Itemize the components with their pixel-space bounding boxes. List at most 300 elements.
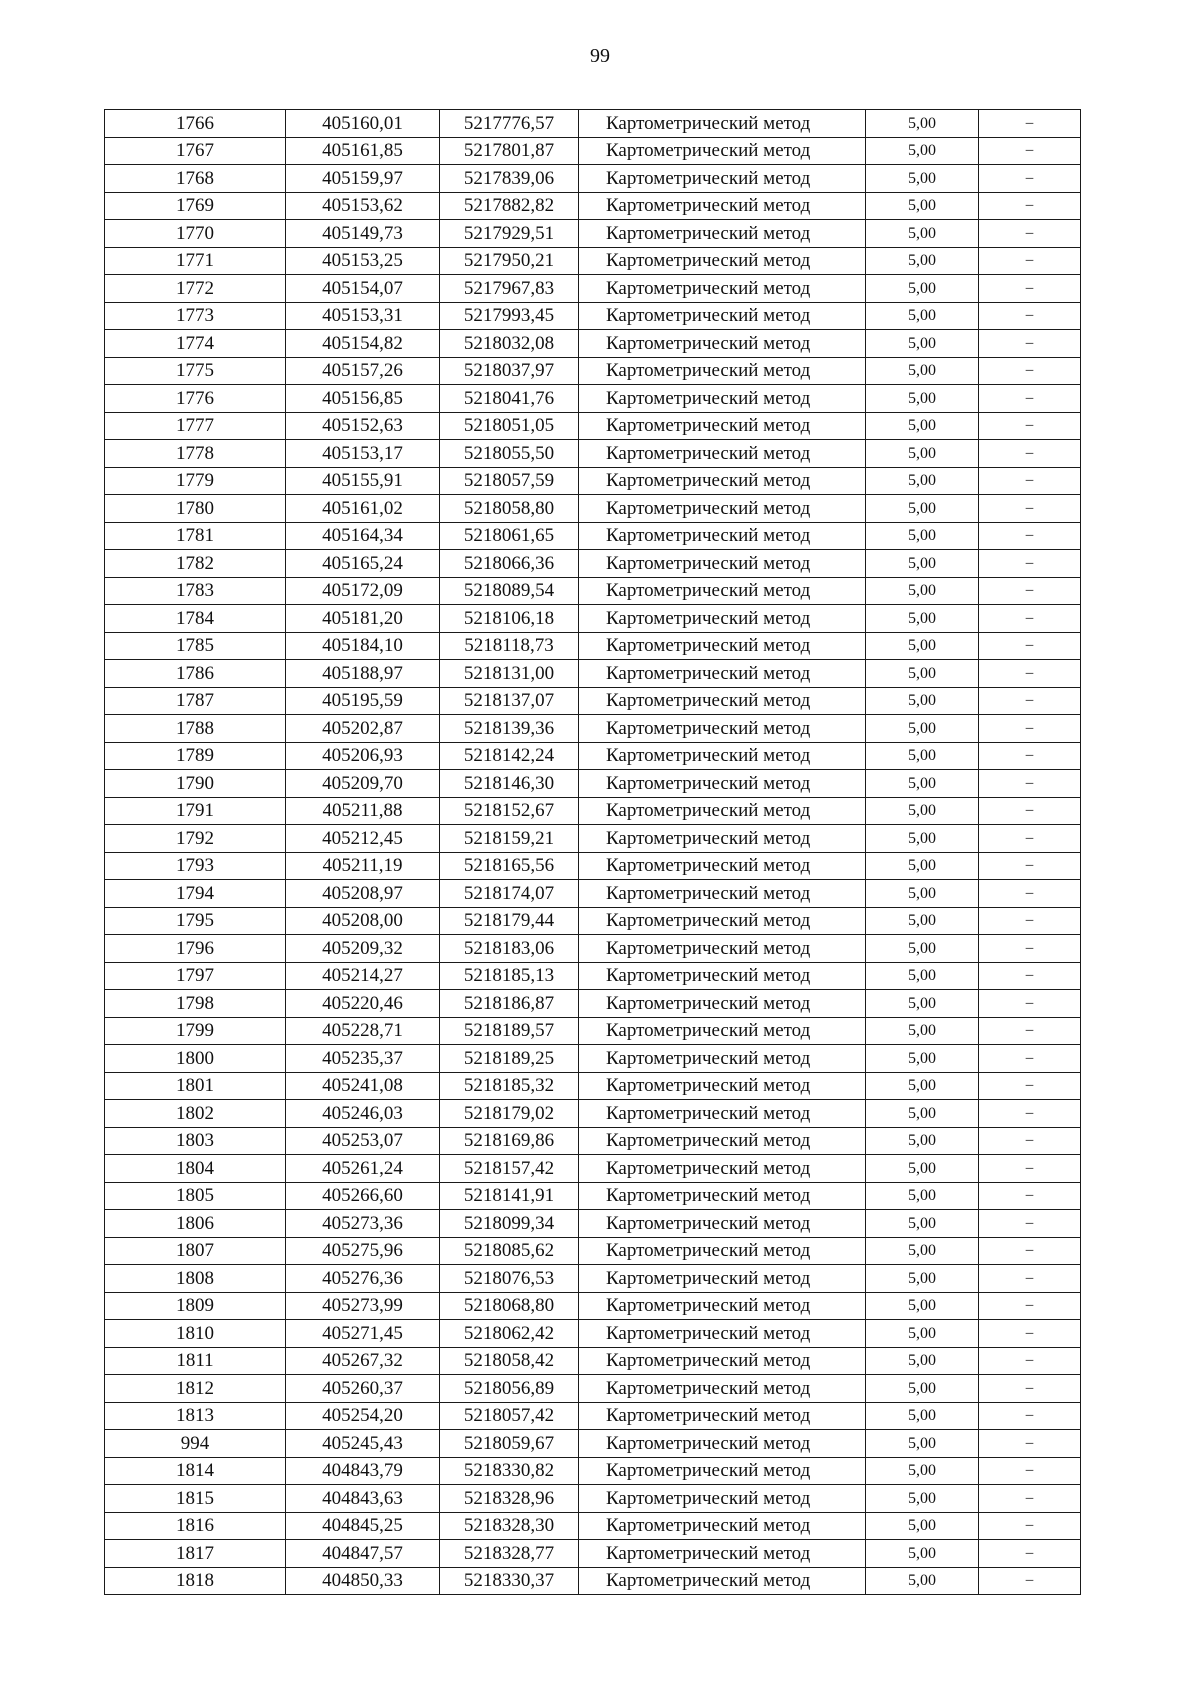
note-cell: – [979,577,1081,605]
table-row [105,1430,1081,1458]
table-row [105,797,1081,825]
table-row [105,990,1081,1018]
point-number-cell: 1781 [105,522,286,550]
accuracy-cell: 5,00 [866,1567,979,1595]
table-row [105,852,1081,880]
method-cell: Картометрический метод [579,137,866,165]
table-row [105,440,1081,468]
accuracy-cell: 5,00 [866,110,979,138]
point-number-cell: 1806 [105,1210,286,1238]
y-coordinate-cell: 5218056,89 [440,1375,579,1403]
table-row [105,660,1081,688]
y-coordinate-cell: 5218057,42 [440,1402,579,1430]
accuracy-cell: 5,00 [866,880,979,908]
note-cell: – [979,1375,1081,1403]
point-number-cell: 1777 [105,412,286,440]
x-coordinate-cell: 404850,33 [286,1567,440,1595]
method-cell: Картометрический метод [579,742,866,770]
point-number-cell: 1780 [105,495,286,523]
x-coordinate-cell: 405206,93 [286,742,440,770]
table-row [105,330,1081,358]
table-row [105,605,1081,633]
table-row [105,1567,1081,1595]
table-row [105,742,1081,770]
accuracy-cell: 5,00 [866,1485,979,1513]
y-coordinate-cell: 5218185,32 [440,1072,579,1100]
point-number-cell: 1818 [105,1567,286,1595]
accuracy-cell: 5,00 [866,1292,979,1320]
note-cell: – [979,852,1081,880]
table-row [105,385,1081,413]
method-cell: Картометрический метод [579,1320,866,1348]
note-cell: – [979,632,1081,660]
y-coordinate-cell: 5217776,57 [440,110,579,138]
note-cell: – [979,770,1081,798]
table-row [105,247,1081,275]
point-number-cell: 1813 [105,1402,286,1430]
accuracy-cell: 5,00 [866,797,979,825]
table-row [105,1457,1081,1485]
accuracy-cell: 5,00 [866,495,979,523]
point-number-cell: 1802 [105,1100,286,1128]
x-coordinate-cell: 405266,60 [286,1182,440,1210]
y-coordinate-cell: 5218032,08 [440,330,579,358]
note-cell: – [979,495,1081,523]
point-number-cell: 1812 [105,1375,286,1403]
accuracy-cell: 5,00 [866,1127,979,1155]
y-coordinate-cell: 5218142,24 [440,742,579,770]
y-coordinate-cell: 5217801,87 [440,137,579,165]
method-cell: Картометрический метод [579,687,866,715]
point-number-cell: 1767 [105,137,286,165]
x-coordinate-cell: 405161,85 [286,137,440,165]
method-cell: Картометрический метод [579,1567,866,1595]
accuracy-cell: 5,00 [866,1375,979,1403]
method-cell: Картометрический метод [579,715,866,743]
accuracy-cell: 5,00 [866,770,979,798]
x-coordinate-cell: 405271,45 [286,1320,440,1348]
note-cell: – [979,907,1081,935]
x-coordinate-cell: 405246,03 [286,1100,440,1128]
y-coordinate-cell: 5218174,07 [440,880,579,908]
y-coordinate-cell: 5218330,82 [440,1457,579,1485]
note-cell: – [979,687,1081,715]
point-number-cell: 1772 [105,275,286,303]
method-cell: Картометрический метод [579,935,866,963]
x-coordinate-cell: 405209,32 [286,935,440,963]
accuracy-cell: 5,00 [866,687,979,715]
note-cell: – [979,550,1081,578]
table-row [105,962,1081,990]
point-number-cell: 1792 [105,825,286,853]
method-cell: Картометрический метод [579,825,866,853]
point-number-cell: 1791 [105,797,286,825]
note-cell: – [979,880,1081,908]
accuracy-cell: 5,00 [866,990,979,1018]
point-number-cell: 1774 [105,330,286,358]
y-coordinate-cell: 5218055,50 [440,440,579,468]
x-coordinate-cell: 405153,25 [286,247,440,275]
method-cell: Картометрический метод [579,247,866,275]
note-cell: – [979,110,1081,138]
x-coordinate-cell: 405159,97 [286,165,440,193]
note-cell: – [979,1017,1081,1045]
method-cell: Картометрический метод [579,1375,866,1403]
table-row [105,1540,1081,1568]
point-number-cell: 1807 [105,1237,286,1265]
table-row [105,275,1081,303]
table-row [105,165,1081,193]
y-coordinate-cell: 5218328,30 [440,1512,579,1540]
note-cell: – [979,1292,1081,1320]
point-number-cell: 1809 [105,1292,286,1320]
x-coordinate-cell: 405157,26 [286,357,440,385]
table-row [105,550,1081,578]
y-coordinate-cell: 5218059,67 [440,1430,579,1458]
note-cell: – [979,1320,1081,1348]
y-coordinate-cell: 5218066,36 [440,550,579,578]
accuracy-cell: 5,00 [866,1100,979,1128]
method-cell: Картометрический метод [579,1540,866,1568]
point-number-cell: 1794 [105,880,286,908]
method-cell: Картометрический метод [579,357,866,385]
y-coordinate-cell: 5218183,06 [440,935,579,963]
point-number-cell: 1790 [105,770,286,798]
accuracy-cell: 5,00 [866,825,979,853]
y-coordinate-cell: 5218152,67 [440,797,579,825]
note-cell: – [979,1100,1081,1128]
x-coordinate-cell: 405153,62 [286,192,440,220]
note-cell: – [979,962,1081,990]
y-coordinate-cell: 5218139,36 [440,715,579,743]
method-cell: Картометрический метод [579,1402,866,1430]
point-number-cell: 1768 [105,165,286,193]
method-cell: Картометрический метод [579,1347,866,1375]
y-coordinate-cell: 5217929,51 [440,220,579,248]
point-number-cell: 1798 [105,990,286,1018]
table-row [105,1375,1081,1403]
accuracy-cell: 5,00 [866,605,979,633]
table-row [105,880,1081,908]
point-number-cell: 1784 [105,605,286,633]
note-cell: – [979,1265,1081,1293]
method-cell: Картометрический метод [579,797,866,825]
method-cell: Картометрический метод [579,852,866,880]
note-cell: – [979,1182,1081,1210]
method-cell: Картометрический метод [579,1430,866,1458]
accuracy-cell: 5,00 [866,1265,979,1293]
method-cell: Картометрический метод [579,440,866,468]
note-cell: – [979,1210,1081,1238]
x-coordinate-cell: 405245,43 [286,1430,440,1458]
accuracy-cell: 5,00 [866,660,979,688]
table-row [105,1512,1081,1540]
note-cell: – [979,275,1081,303]
table-row [105,1017,1081,1045]
x-coordinate-cell: 405275,96 [286,1237,440,1265]
x-coordinate-cell: 405202,87 [286,715,440,743]
point-number-cell: 1816 [105,1512,286,1540]
note-cell: – [979,715,1081,743]
accuracy-cell: 5,00 [866,1320,979,1348]
y-coordinate-cell: 5218179,02 [440,1100,579,1128]
x-coordinate-cell: 405211,19 [286,852,440,880]
y-coordinate-cell: 5218189,57 [440,1017,579,1045]
x-coordinate-cell: 405155,91 [286,467,440,495]
point-number-cell: 1776 [105,385,286,413]
note-cell: – [979,1540,1081,1568]
note-cell: – [979,742,1081,770]
accuracy-cell: 5,00 [866,742,979,770]
table-row [105,412,1081,440]
table-row [105,1210,1081,1238]
point-number-cell: 1808 [105,1265,286,1293]
point-number-cell: 1800 [105,1045,286,1073]
point-number-cell: 1805 [105,1182,286,1210]
table-row [105,137,1081,165]
accuracy-cell: 5,00 [866,275,979,303]
method-cell: Картометрический метод [579,385,866,413]
accuracy-cell: 5,00 [866,1017,979,1045]
method-cell: Картометрический метод [579,1182,866,1210]
y-coordinate-cell: 5218328,96 [440,1485,579,1513]
accuracy-cell: 5,00 [866,165,979,193]
note-cell: – [979,1457,1081,1485]
table-row [105,357,1081,385]
accuracy-cell: 5,00 [866,467,979,495]
x-coordinate-cell: 405214,27 [286,962,440,990]
point-number-cell: 1785 [105,632,286,660]
table-body [105,110,1081,1595]
accuracy-cell: 5,00 [866,1540,979,1568]
note-cell: – [979,302,1081,330]
accuracy-cell: 5,00 [866,1430,979,1458]
method-cell: Картометрический метод [579,880,866,908]
point-number-cell: 1804 [105,1155,286,1183]
accuracy-cell: 5,00 [866,550,979,578]
y-coordinate-cell: 5217993,45 [440,302,579,330]
table-row [105,907,1081,935]
point-number-cell: 1815 [105,1485,286,1513]
method-cell: Картометрический метод [579,1265,866,1293]
table-row [105,770,1081,798]
method-cell: Картометрический метод [579,770,866,798]
x-coordinate-cell: 405235,37 [286,1045,440,1073]
method-cell: Картометрический метод [579,1017,866,1045]
point-number-cell: 1811 [105,1347,286,1375]
y-coordinate-cell: 5217950,21 [440,247,579,275]
point-number-cell: 1782 [105,550,286,578]
x-coordinate-cell: 405267,32 [286,1347,440,1375]
coordinates-table [104,109,1081,1595]
method-cell: Картометрический метод [579,1072,866,1100]
accuracy-cell: 5,00 [866,1457,979,1485]
x-coordinate-cell: 405260,37 [286,1375,440,1403]
note-cell: – [979,1485,1081,1513]
y-coordinate-cell: 5218057,59 [440,467,579,495]
point-number-cell: 1810 [105,1320,286,1348]
y-coordinate-cell: 5218037,97 [440,357,579,385]
method-cell: Картометрический метод [579,1100,866,1128]
point-number-cell: 1771 [105,247,286,275]
y-coordinate-cell: 5218068,80 [440,1292,579,1320]
note-cell: – [979,522,1081,550]
x-coordinate-cell: 405212,45 [286,825,440,853]
x-coordinate-cell: 405273,36 [286,1210,440,1238]
accuracy-cell: 5,00 [866,522,979,550]
y-coordinate-cell: 5218106,18 [440,605,579,633]
accuracy-cell: 5,00 [866,440,979,468]
accuracy-cell: 5,00 [866,1045,979,1073]
method-cell: Картометрический метод [579,1155,866,1183]
note-cell: – [979,797,1081,825]
note-cell: – [979,165,1081,193]
x-coordinate-cell: 405153,17 [286,440,440,468]
x-coordinate-cell: 405208,00 [286,907,440,935]
table-row [105,522,1081,550]
point-number-cell: 1783 [105,577,286,605]
y-coordinate-cell: 5217882,82 [440,192,579,220]
point-number-cell: 1796 [105,935,286,963]
x-coordinate-cell: 405154,07 [286,275,440,303]
y-coordinate-cell: 5218061,65 [440,522,579,550]
table-row [105,1182,1081,1210]
x-coordinate-cell: 405172,09 [286,577,440,605]
y-coordinate-cell: 5218330,37 [440,1567,579,1595]
accuracy-cell: 5,00 [866,302,979,330]
point-number-cell: 1817 [105,1540,286,1568]
note-cell: – [979,605,1081,633]
point-number-cell: 1773 [105,302,286,330]
x-coordinate-cell: 405153,31 [286,302,440,330]
y-coordinate-cell: 5218131,00 [440,660,579,688]
point-number-cell: 1801 [105,1072,286,1100]
accuracy-cell: 5,00 [866,715,979,743]
x-coordinate-cell: 405209,70 [286,770,440,798]
point-number-cell: 1786 [105,660,286,688]
x-coordinate-cell: 404843,79 [286,1457,440,1485]
x-coordinate-cell: 404845,25 [286,1512,440,1540]
accuracy-cell: 5,00 [866,1512,979,1540]
method-cell: Картометрический метод [579,412,866,440]
x-coordinate-cell: 405165,24 [286,550,440,578]
note-cell: – [979,412,1081,440]
y-coordinate-cell: 5218185,13 [440,962,579,990]
note-cell: – [979,330,1081,358]
accuracy-cell: 5,00 [866,192,979,220]
accuracy-cell: 5,00 [866,577,979,605]
table-row [105,495,1081,523]
note-cell: – [979,467,1081,495]
note-cell: – [979,137,1081,165]
note-cell: – [979,357,1081,385]
accuracy-cell: 5,00 [866,330,979,358]
note-cell: – [979,192,1081,220]
method-cell: Картометрический метод [579,550,866,578]
method-cell: Картометрический метод [579,192,866,220]
accuracy-cell: 5,00 [866,137,979,165]
method-cell: Картометрический метод [579,1512,866,1540]
note-cell: – [979,385,1081,413]
note-cell: – [979,1072,1081,1100]
x-coordinate-cell: 405220,46 [286,990,440,1018]
method-cell: Картометрический метод [579,330,866,358]
point-number-cell: 1793 [105,852,286,880]
note-cell: – [979,1347,1081,1375]
table-row [105,467,1081,495]
y-coordinate-cell: 5218099,34 [440,1210,579,1238]
y-coordinate-cell: 5218186,87 [440,990,579,1018]
point-number-cell: 1769 [105,192,286,220]
method-cell: Картометрический метод [579,110,866,138]
method-cell: Картометрический метод [579,907,866,935]
table-row [105,1237,1081,1265]
table-row [105,687,1081,715]
x-coordinate-cell: 405160,01 [286,110,440,138]
x-coordinate-cell: 405149,73 [286,220,440,248]
accuracy-cell: 5,00 [866,247,979,275]
y-coordinate-cell: 5218141,91 [440,1182,579,1210]
table-row [105,302,1081,330]
point-number-cell: 1770 [105,220,286,248]
method-cell: Картометрический метод [579,220,866,248]
method-cell: Картометрический метод [579,632,866,660]
point-number-cell: 1775 [105,357,286,385]
table-row [105,1265,1081,1293]
table-row [105,577,1081,605]
point-number-cell: 1778 [105,440,286,468]
point-number-cell: 1797 [105,962,286,990]
y-coordinate-cell: 5218137,07 [440,687,579,715]
accuracy-cell: 5,00 [866,385,979,413]
method-cell: Картометрический метод [579,302,866,330]
note-cell: – [979,220,1081,248]
method-cell: Картометрический метод [579,467,866,495]
point-number-cell: 1799 [105,1017,286,1045]
table-row [105,220,1081,248]
note-cell: – [979,247,1081,275]
y-coordinate-cell: 5218062,42 [440,1320,579,1348]
note-cell: – [979,1402,1081,1430]
method-cell: Картометрический метод [579,165,866,193]
x-coordinate-cell: 405156,85 [286,385,440,413]
table-row [105,1402,1081,1430]
table-row [105,110,1081,138]
x-coordinate-cell: 405154,82 [286,330,440,358]
note-cell: – [979,660,1081,688]
method-cell: Картометрический метод [579,1457,866,1485]
table-row [105,1100,1081,1128]
y-coordinate-cell: 5218051,05 [440,412,579,440]
method-cell: Картометрический метод [579,962,866,990]
x-coordinate-cell: 405208,97 [286,880,440,908]
point-number-cell: 1766 [105,110,286,138]
x-coordinate-cell: 405276,36 [286,1265,440,1293]
method-cell: Картометрический метод [579,1045,866,1073]
x-coordinate-cell: 405181,20 [286,605,440,633]
table-row [105,825,1081,853]
accuracy-cell: 5,00 [866,1237,979,1265]
table-row [105,1347,1081,1375]
x-coordinate-cell: 405261,24 [286,1155,440,1183]
point-number-cell: 994 [105,1430,286,1458]
y-coordinate-cell: 5217967,83 [440,275,579,303]
method-cell: Картометрический метод [579,522,866,550]
x-coordinate-cell: 405228,71 [286,1017,440,1045]
accuracy-cell: 5,00 [866,852,979,880]
table-row [105,935,1081,963]
x-coordinate-cell: 405164,34 [286,522,440,550]
